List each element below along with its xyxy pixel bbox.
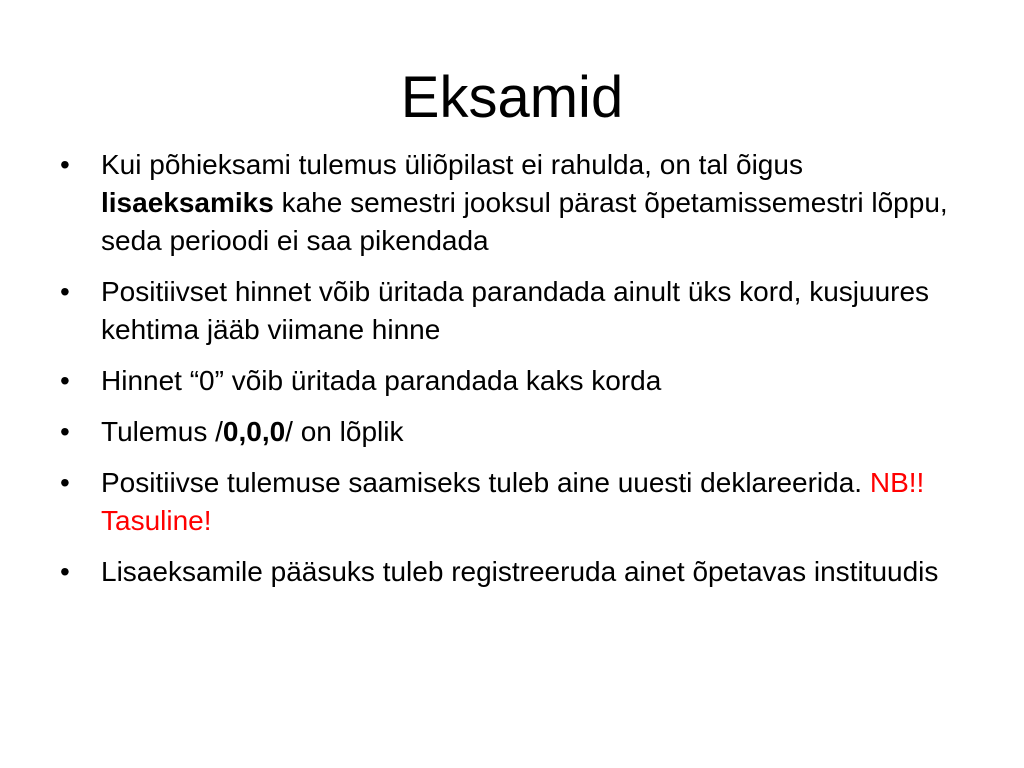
bullet-text: Hinnet “0” võib üritada parandada kaks korda	[101, 365, 662, 396]
bullet-icon: •	[60, 149, 70, 180]
bullet-bold-term: lisaeksamiks	[101, 187, 274, 218]
slide-title: Eksamid	[400, 65, 624, 130]
list-item	[58, 413, 978, 451]
bullet-text: Positiivse tulemuse saamiseks tuleb aine uuesti deklareerida.	[101, 467, 870, 498]
list-item	[58, 464, 978, 540]
bullet-text: Positiivset hinnet võib üritada parandada ainult üks kord, kusjuures kehtima jääb viimane hinne	[101, 276, 930, 345]
bullet-icon: •	[60, 556, 70, 587]
bullet-text: kahe semestri jooksul pärast õpetamissemestri lõppu, seda perioodi ei saa pikendada	[101, 187, 948, 256]
bullet-text: / on lõplik	[285, 416, 404, 447]
list-item	[58, 273, 978, 349]
bullet-warning-text: NB!! Tasuline!	[101, 467, 925, 536]
list-item	[58, 553, 978, 591]
bullet-icon: •	[60, 416, 70, 447]
list-item	[58, 362, 978, 400]
bullet-text: Lisaeksamile pääsuks tuleb registreeruda ainet õpetavas instituudis	[101, 556, 939, 587]
bullet-list	[58, 146, 978, 604]
bullet-text: Tulemus /	[101, 416, 223, 447]
bullet-icon: •	[60, 365, 70, 396]
bullet-icon: •	[60, 467, 70, 498]
bullet-text: Kui põhieksami tulemus üliõpilast ei rahulda, on tal õigus	[101, 149, 803, 180]
list-item	[58, 146, 978, 260]
bullet-icon: •	[60, 276, 70, 307]
bullet-bold-term: 0,0,0	[222, 416, 286, 447]
